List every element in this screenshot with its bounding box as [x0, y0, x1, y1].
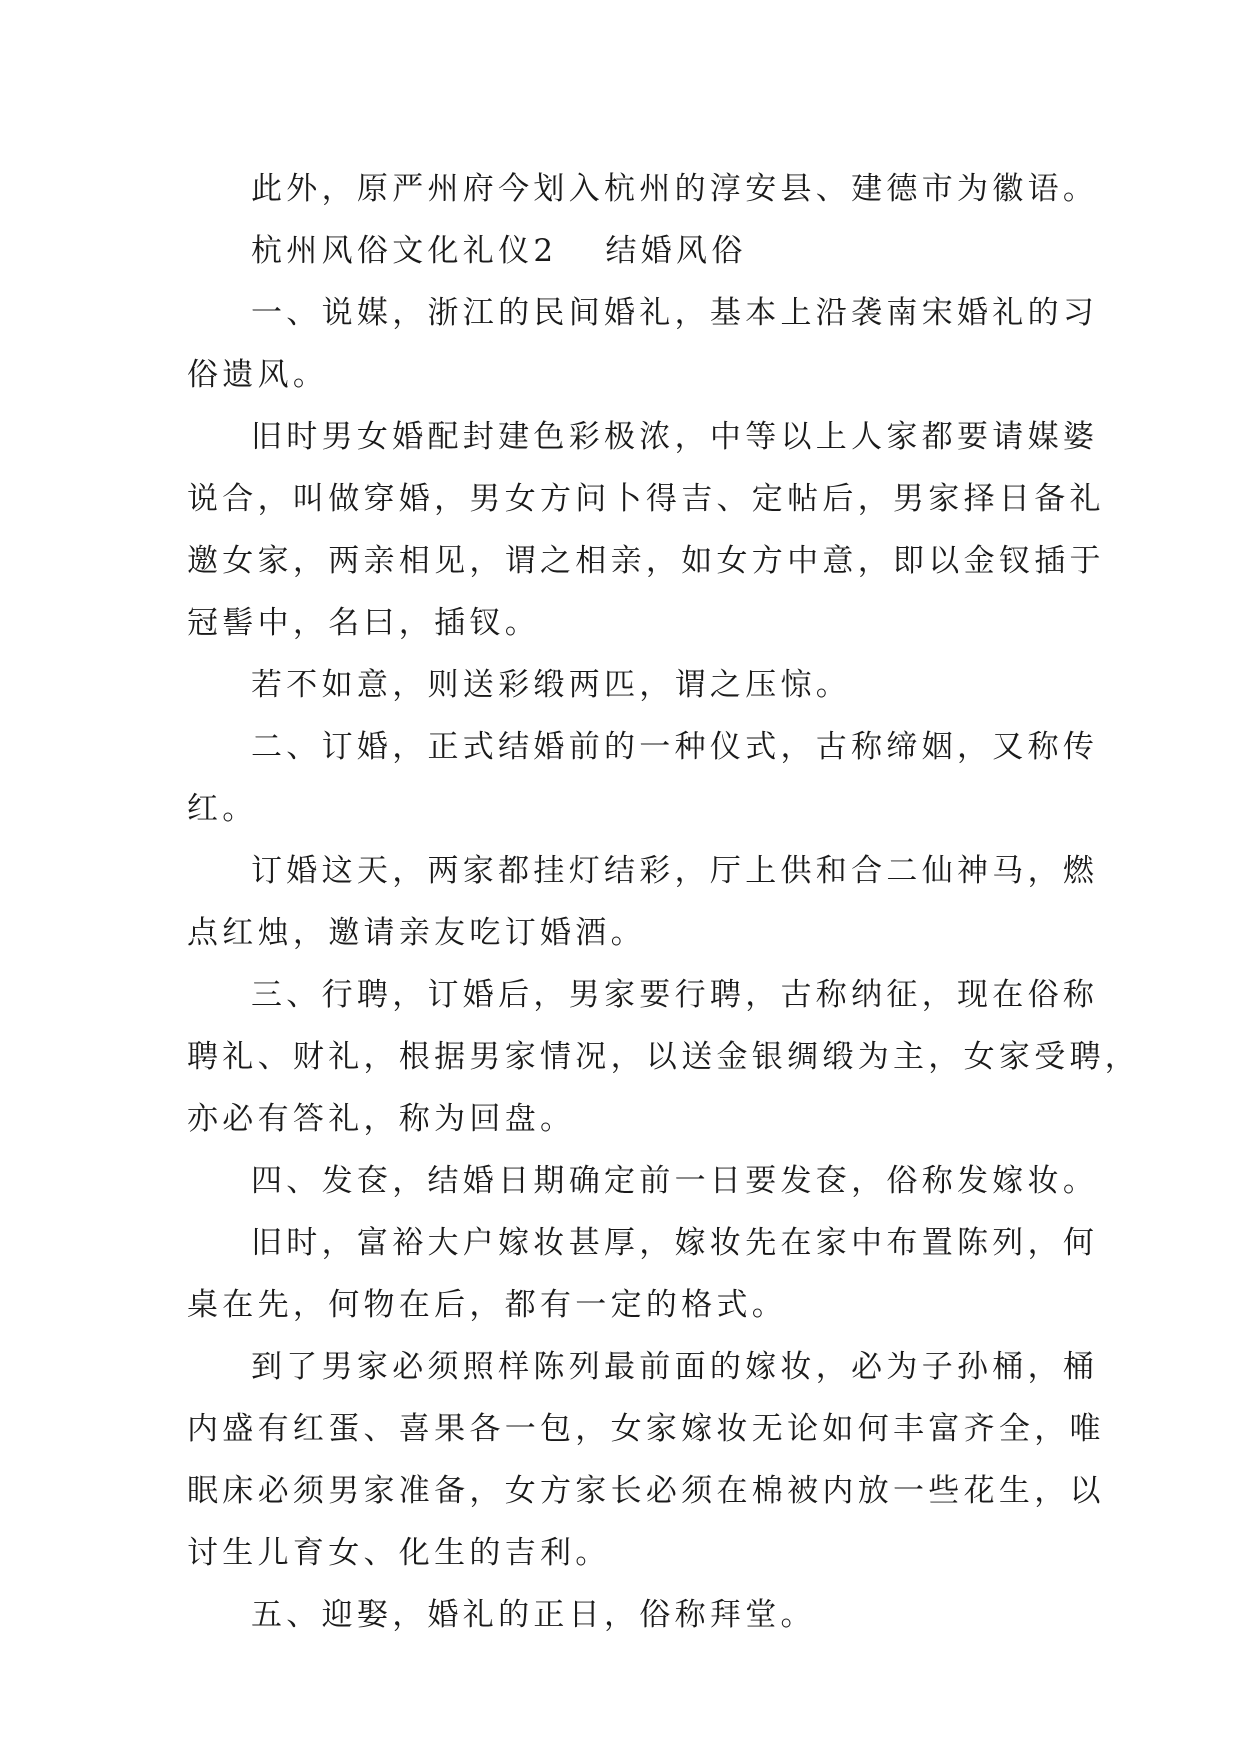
paragraph-line: 亦必有答礼，称为回盘。: [187, 1101, 576, 1137]
paragraph-line: 聘礼、财礼，根据男家情况，以送金银绸缎为主，女家受聘，: [187, 1039, 1141, 1075]
paragraph-line: 冠髻中，名曰，插钗。: [187, 605, 540, 641]
paragraph-line: 讨生儿育女、化生的吉利。: [187, 1535, 611, 1571]
paragraph-line: 桌在先，何物在后，都有一定的格式。: [187, 1287, 788, 1323]
document-body: [187, 158, 1141, 1646]
paragraph-line: 红。: [187, 791, 258, 827]
paragraph-line: 三、行聘，订婚后，男家要行聘，古称纳征，现在俗称: [251, 977, 1099, 1013]
paragraph-line: 若不如意，则送彩缎两匹，谓之压惊。: [251, 667, 852, 703]
paragraph-line: 此外，原严州府今划入杭州的淳安县、建德市为徽语。: [251, 171, 1099, 207]
paragraph-line: 说合，叫做穿婚，男女方问卜得吉、定帖后，男家择日备礼: [187, 481, 1105, 517]
paragraph-line: 四、发奁，结婚日期确定前一日要发奁，俗称发嫁妆。: [251, 1163, 1099, 1199]
section-title-main: 杭州风俗文化礼仪2: [251, 233, 558, 269]
paragraph-line: 二、订婚，正式结婚前的一种仪式，古称缔姻，又称传: [251, 729, 1099, 765]
paragraph-line: 一、说媒，浙江的民间婚礼，基本上沿袭南宋婚礼的习: [251, 295, 1099, 331]
paragraph-line: 邀女家，两亲相见，谓之相亲，如女方中意，即以金钗插于: [187, 543, 1105, 579]
paragraph-line: 点红烛，邀请亲友吃订婚酒。: [187, 915, 646, 951]
paragraph-line: 旧时男女婚配封建色彩极浓，中等以上人家都要请媒婆: [251, 419, 1099, 455]
paragraph-line: 旧时，富裕大户嫁妆甚厚，嫁妆先在家中布置陈列，何: [251, 1225, 1099, 1261]
paragraph-line: 订婚这天，两家都挂灯结彩，厅上供和合二仙神马，燃: [251, 853, 1099, 889]
paragraph-line: 到了男家必须照样陈列最前面的嫁妆，必为子孙桶，桶: [251, 1349, 1099, 1385]
paragraph-line: 俗遗风。: [187, 357, 329, 393]
section-title-sub: 结婚风俗: [605, 233, 747, 269]
section-title: [187, 220, 1057, 282]
paragraph-line: 眠床必须男家准备，女方家长必须在棉被内放一些花生，以: [187, 1473, 1105, 1509]
paragraph-line: 五、迎娶，婚礼的正日，俗称拜堂。: [251, 1597, 816, 1633]
paragraph-line: 内盛有红蛋、喜果各一包，女家嫁妆无论如何丰富齐全，唯: [187, 1411, 1105, 1447]
